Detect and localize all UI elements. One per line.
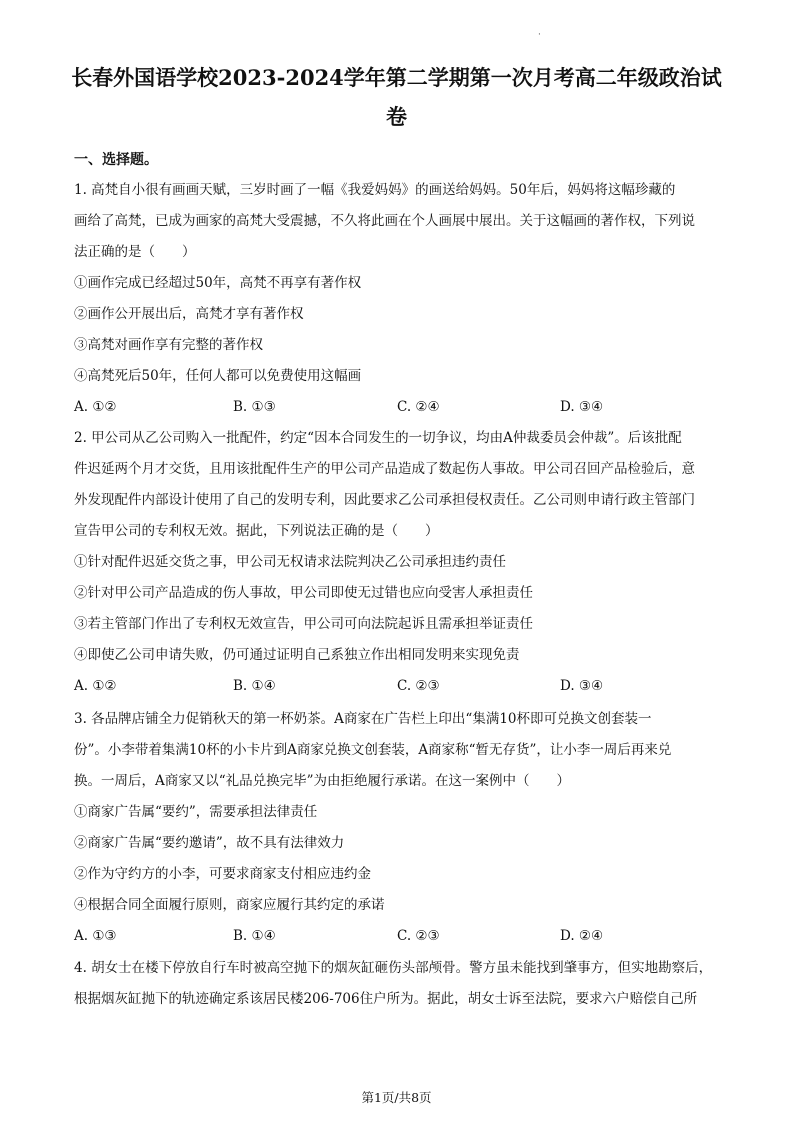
q2-statement-2: ②针对甲公司产品造成的伤人事故，甲公司即使无过错也应向受害人承担责任 [74, 585, 533, 601]
q2-stem-line-2: 件迟延两个月才交货，且用该批配件生产的甲公司产品造成了数起伤人事故。甲公司召回产品检验后，意 [74, 461, 695, 477]
q1-stem-line-2: 画给了高梵，已成为画家的高梵大受震撼，不久将此画在个人画展中展出。关于这幅画的著作权，下列说 [74, 213, 695, 229]
page-number: 第1页/共8页 [361, 1090, 432, 1105]
q1-statement-1: ①画作完成已经超过50年，高梵不再享有著作权 [74, 275, 362, 291]
q2-stem-line-4: 宣告甲公司的专利权无效。据此，下列说法正确的是（ ） [74, 523, 439, 539]
q3-stem-line-1: 3. 各品牌店铺全力促销秋天的第一杯奶茶。A商家在广告栏上印出“集满10杯即可兑换文创套装一 [74, 711, 652, 727]
q3-statement-3: ②作为守约方的小李，可要求商家支付相应违约金 [74, 866, 371, 882]
q1-option-a: A. ①② [74, 399, 117, 415]
q4-stem-line-1: 4. 胡女士在楼下停放自行车时被高空抛下的烟灰缸砸伤头部颅骨。警方虽未能找到肇事方，但实地勘察后， [74, 960, 713, 976]
q1-statement-2: ②画作公开展出后，高梵才享有著作权 [74, 306, 304, 322]
q1-statement-4: ④高梵死后50年，任何人都可以免费使用这幅画 [74, 368, 362, 384]
q3-option-b: B. ①④ [233, 928, 276, 944]
q4-stem-line-2: 根据烟灰缸抛下的轨迹确定系该居民楼206-706住户所为。据此，胡女士诉至法院，要求六户赔偿自己所 [74, 991, 698, 1007]
scan-dot: · [538, 30, 541, 40]
q1-option-b: B. ①③ [233, 399, 276, 415]
q2-statement-4: ④即使乙公司申请失败，仍可通过证明自己系独立作出相同发明来实现免责 [74, 647, 520, 663]
q2-option-d: D. ③④ [560, 678, 604, 694]
q3-option-d: D. ②④ [560, 928, 604, 944]
q2-statement-1: ①针对配件迟延交货之事，甲公司无权请求法院判决乙公司承担违约责任 [74, 554, 506, 570]
q2-option-a: A. ①② [74, 678, 117, 694]
page-title: 长春外国语学校2023-2024学年第二学期第一次月考高二年级政治试 [71, 65, 722, 90]
q1-option-c: C. ②④ [397, 399, 440, 415]
q1-option-d: D. ③④ [560, 399, 604, 415]
q2-stem-line-3: 外发现配件内部设计使用了自己的发明专利，因此要求乙公司承担侵权责任。乙公司则申请行政主管部门 [74, 492, 695, 508]
q3-stem-line-3: 换。一周后，A商家又以“礼品兑换完毕”为由拒绝履行承诺。在这一案例中（ ） [74, 773, 571, 789]
q3-stem-line-2: 份”。小李带着集满10杯的小卡片到A商家兑换文创套装，A商家称“暂无存货”，让小李一周后再来兑 [74, 742, 672, 758]
q2-statement-3: ③若主管部门作出了专利权无效宣告，甲公司可向法院起诉且需承担举证责任 [74, 616, 533, 632]
q1-statement-3: ③高梵对画作享有完整的著作权 [74, 337, 263, 353]
q2-option-c: C. ②③ [397, 678, 440, 694]
q1-stem-line-3: 法正确的是（ ） [74, 244, 196, 260]
q3-statement-2: ②商家广告属“要约邀请”，故不具有法律效力 [74, 835, 345, 851]
q1-stem-line-1: 1. 高梵自小很有画画天赋，三岁时画了一幅《我爱妈妈》的画送给妈妈。50年后，妈妈将这幅珍藏的 [74, 182, 676, 198]
q2-option-b: B. ①④ [233, 678, 276, 694]
page-title-continued: 卷 [386, 104, 407, 129]
q3-statement-1: ①商家广告属“要约”，需要承担法律责任 [74, 804, 318, 820]
q3-option-a: A. ①③ [74, 928, 117, 944]
q2-stem-line-1: 2. 甲公司从乙公司购入一批配件，约定“因本合同发生的一切争议，均由A仲裁委员会仲裁”。后该批配 [74, 430, 682, 446]
q3-option-c: C. ②③ [397, 928, 440, 944]
q3-statement-4: ④根据合同全面履行原则，商家应履行其约定的承诺 [74, 897, 385, 913]
section-heading: 一、选择题。 [74, 152, 158, 168]
